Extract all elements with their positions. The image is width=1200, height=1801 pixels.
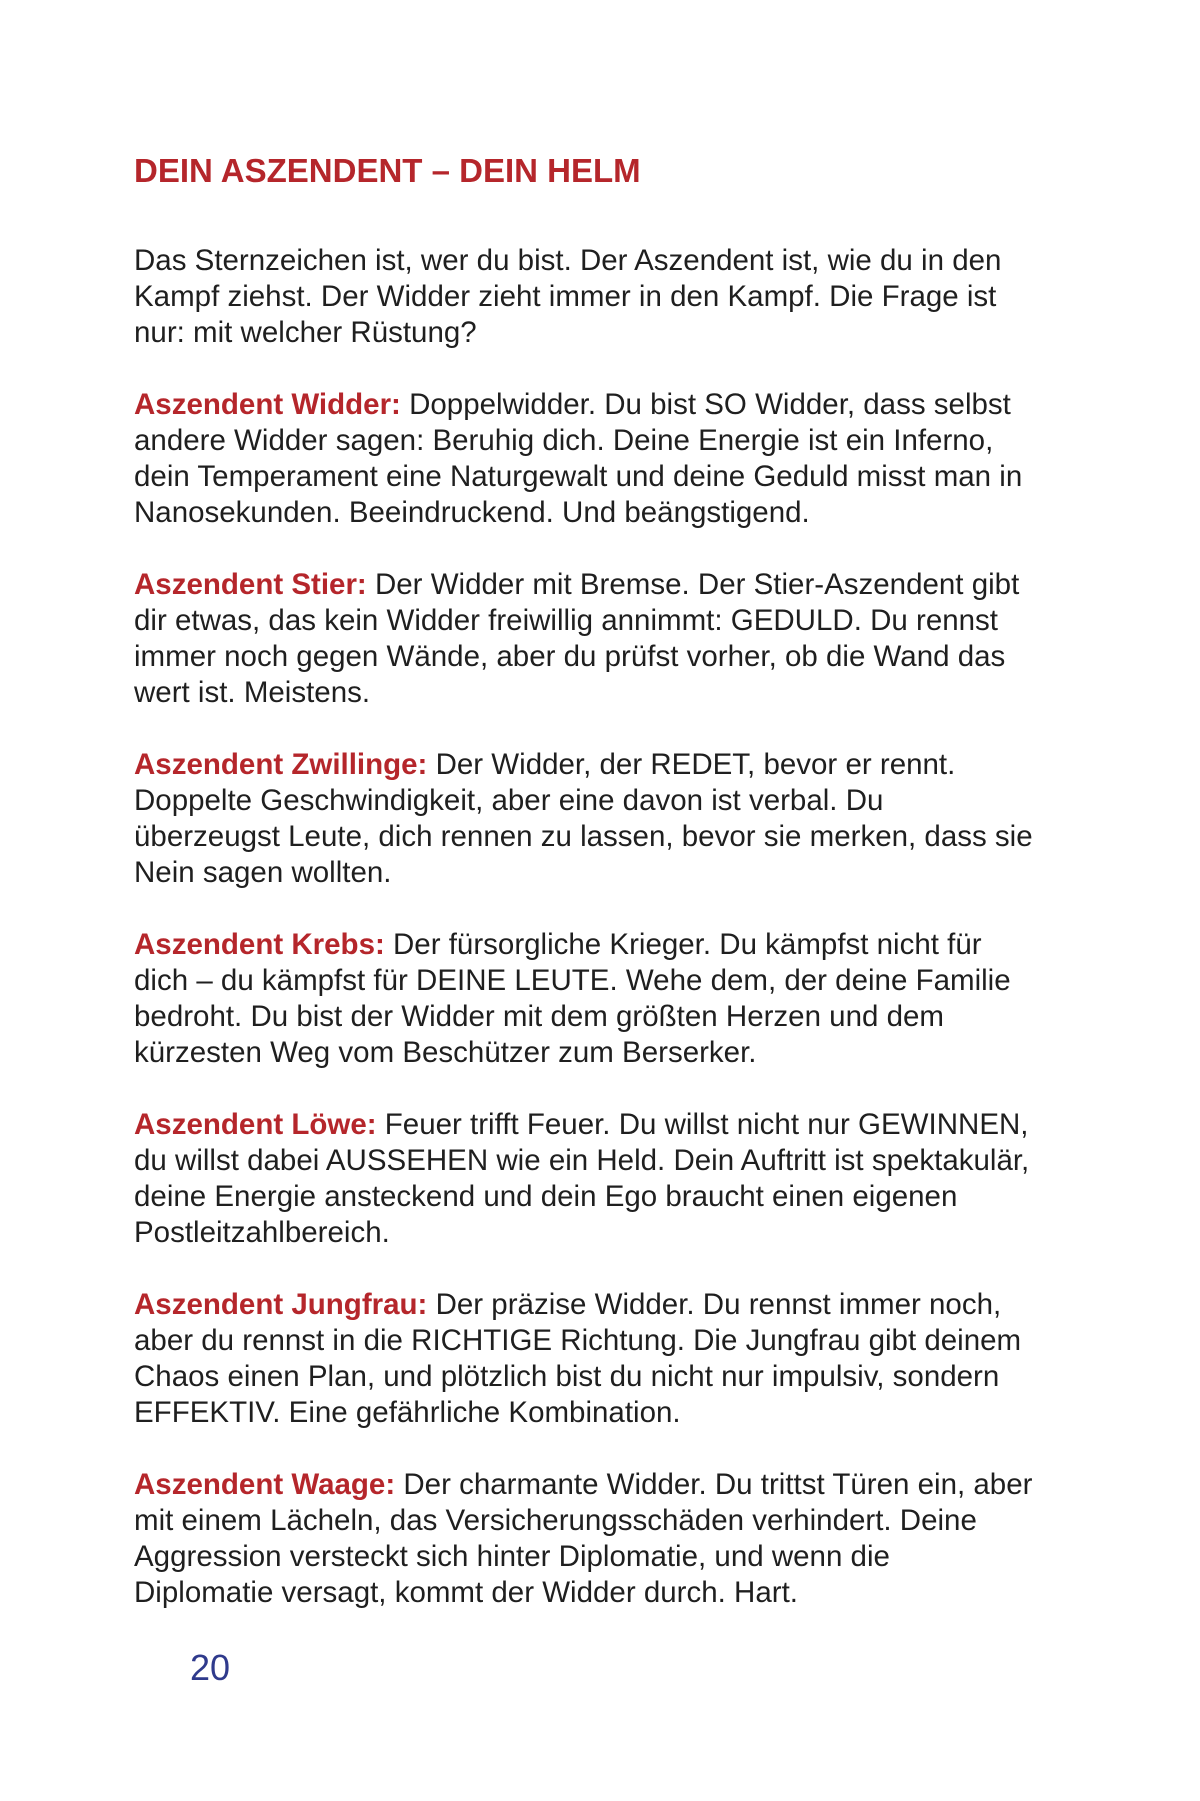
intro-paragraph: Das Sternzeichen ist, wer du bist. Der Aszendent ist, wie du in den Kampf ziehst. Der Widder zieht immer in den Kampf. Die Frage ist nur: mit welcher Rüstung? xyxy=(134,244,1002,349)
page-content xyxy=(134,150,1034,1647)
ascendant-text-stier: Der Widder mit Bremse. Der Stier-Aszendent gibt dir etwas, das kein Widder freiwillig annimmt: GEDULD. Du rennst immer noch gegen Wände, aber du prüfst vorher, ob die Wand das wert ist. Meistens. xyxy=(134,568,1020,709)
ascendant-paragraph-widder xyxy=(134,387,1034,531)
ascendant-text-loewe: Feuer trifft Feuer. Du willst nicht nur GEWINNEN, du willst dabei AUSSEHEN wie ein Held. Dein Auftritt ist spektakulär, deine Energie ansteckend und dein Ego braucht einen eigenen Postleitzahlbereich. xyxy=(134,1108,1030,1249)
ascendant-paragraph-zwillinge xyxy=(134,747,1034,891)
ascendant-label-widder: Aszendent Widder: xyxy=(134,388,401,421)
ascendant-label-jungfrau: Aszendent Jungfrau: xyxy=(134,1288,428,1321)
ascendant-paragraph-waage xyxy=(134,1467,1034,1611)
ascendant-text-widder: Doppelwidder. Du bist SO Widder, dass selbst andere Widder sagen: Beruhig dich. Deine Energie ist ein Inferno, dein Temperament eine Naturgewalt und deine Geduld misst man in Nanosekunden. Beeindruckend. Und beängstigend. xyxy=(134,388,1023,529)
ascendant-text-krebs: Der fürsorgliche Krieger. Du kämpfst nicht für dich – du kämpfst für DEINE LEUTE. Wehe dem, der deine Familie bedroht. Du bist der Widder mit dem größten Herzen und dem kürzesten Weg vom Beschützer zum Berserker. xyxy=(134,928,1011,1069)
ascendant-label-stier: Aszendent Stier: xyxy=(134,568,367,601)
ascendant-paragraph-loewe xyxy=(134,1107,1034,1251)
ascendant-label-waage: Aszendent Waage: xyxy=(134,1468,396,1501)
ascendant-paragraph-stier xyxy=(134,567,1034,711)
page-number: 20 xyxy=(190,1647,231,1688)
ascendant-label-zwillinge: Aszendent Zwillinge: xyxy=(134,748,428,781)
ascendant-label-krebs: Aszendent Krebs: xyxy=(134,928,385,961)
ascendant-paragraph-krebs xyxy=(134,927,1034,1071)
ascendant-paragraph-jungfrau xyxy=(134,1287,1034,1431)
page-title: DEIN ASZENDENT – DEIN HELM xyxy=(134,152,641,189)
ascendant-text-waage: Der charmante Widder. Du trittst Türen ein, aber mit einem Lächeln, das Versicherungsschäden verhindert. Deine Aggression versteckt sich hinter Diplomatie, und wenn die Diplomatie versagt, kommt der Widder durch. Hart. xyxy=(134,1468,1033,1609)
ascendant-label-loewe: Aszendent Löwe: xyxy=(134,1108,377,1141)
ascendant-text-zwillinge: Der Widder, der REDET, bevor er rennt. Doppelte Geschwindigkeit, aber eine davon ist verbal. Du überzeugst Leute, dich rennen zu lassen, bevor sie merken, dass sie Nein sagen wollten. xyxy=(134,748,1033,889)
ascendant-text-jungfrau: Der präzise Widder. Du rennst immer noch, aber du rennst in die RICHTIGE Richtung. Die Jungfrau gibt deinem Chaos einen Plan, und plötzlich bist du nicht nur impulsiv, sondern EFFEKTIV. Eine gefährliche Kombination. xyxy=(134,1288,1022,1429)
